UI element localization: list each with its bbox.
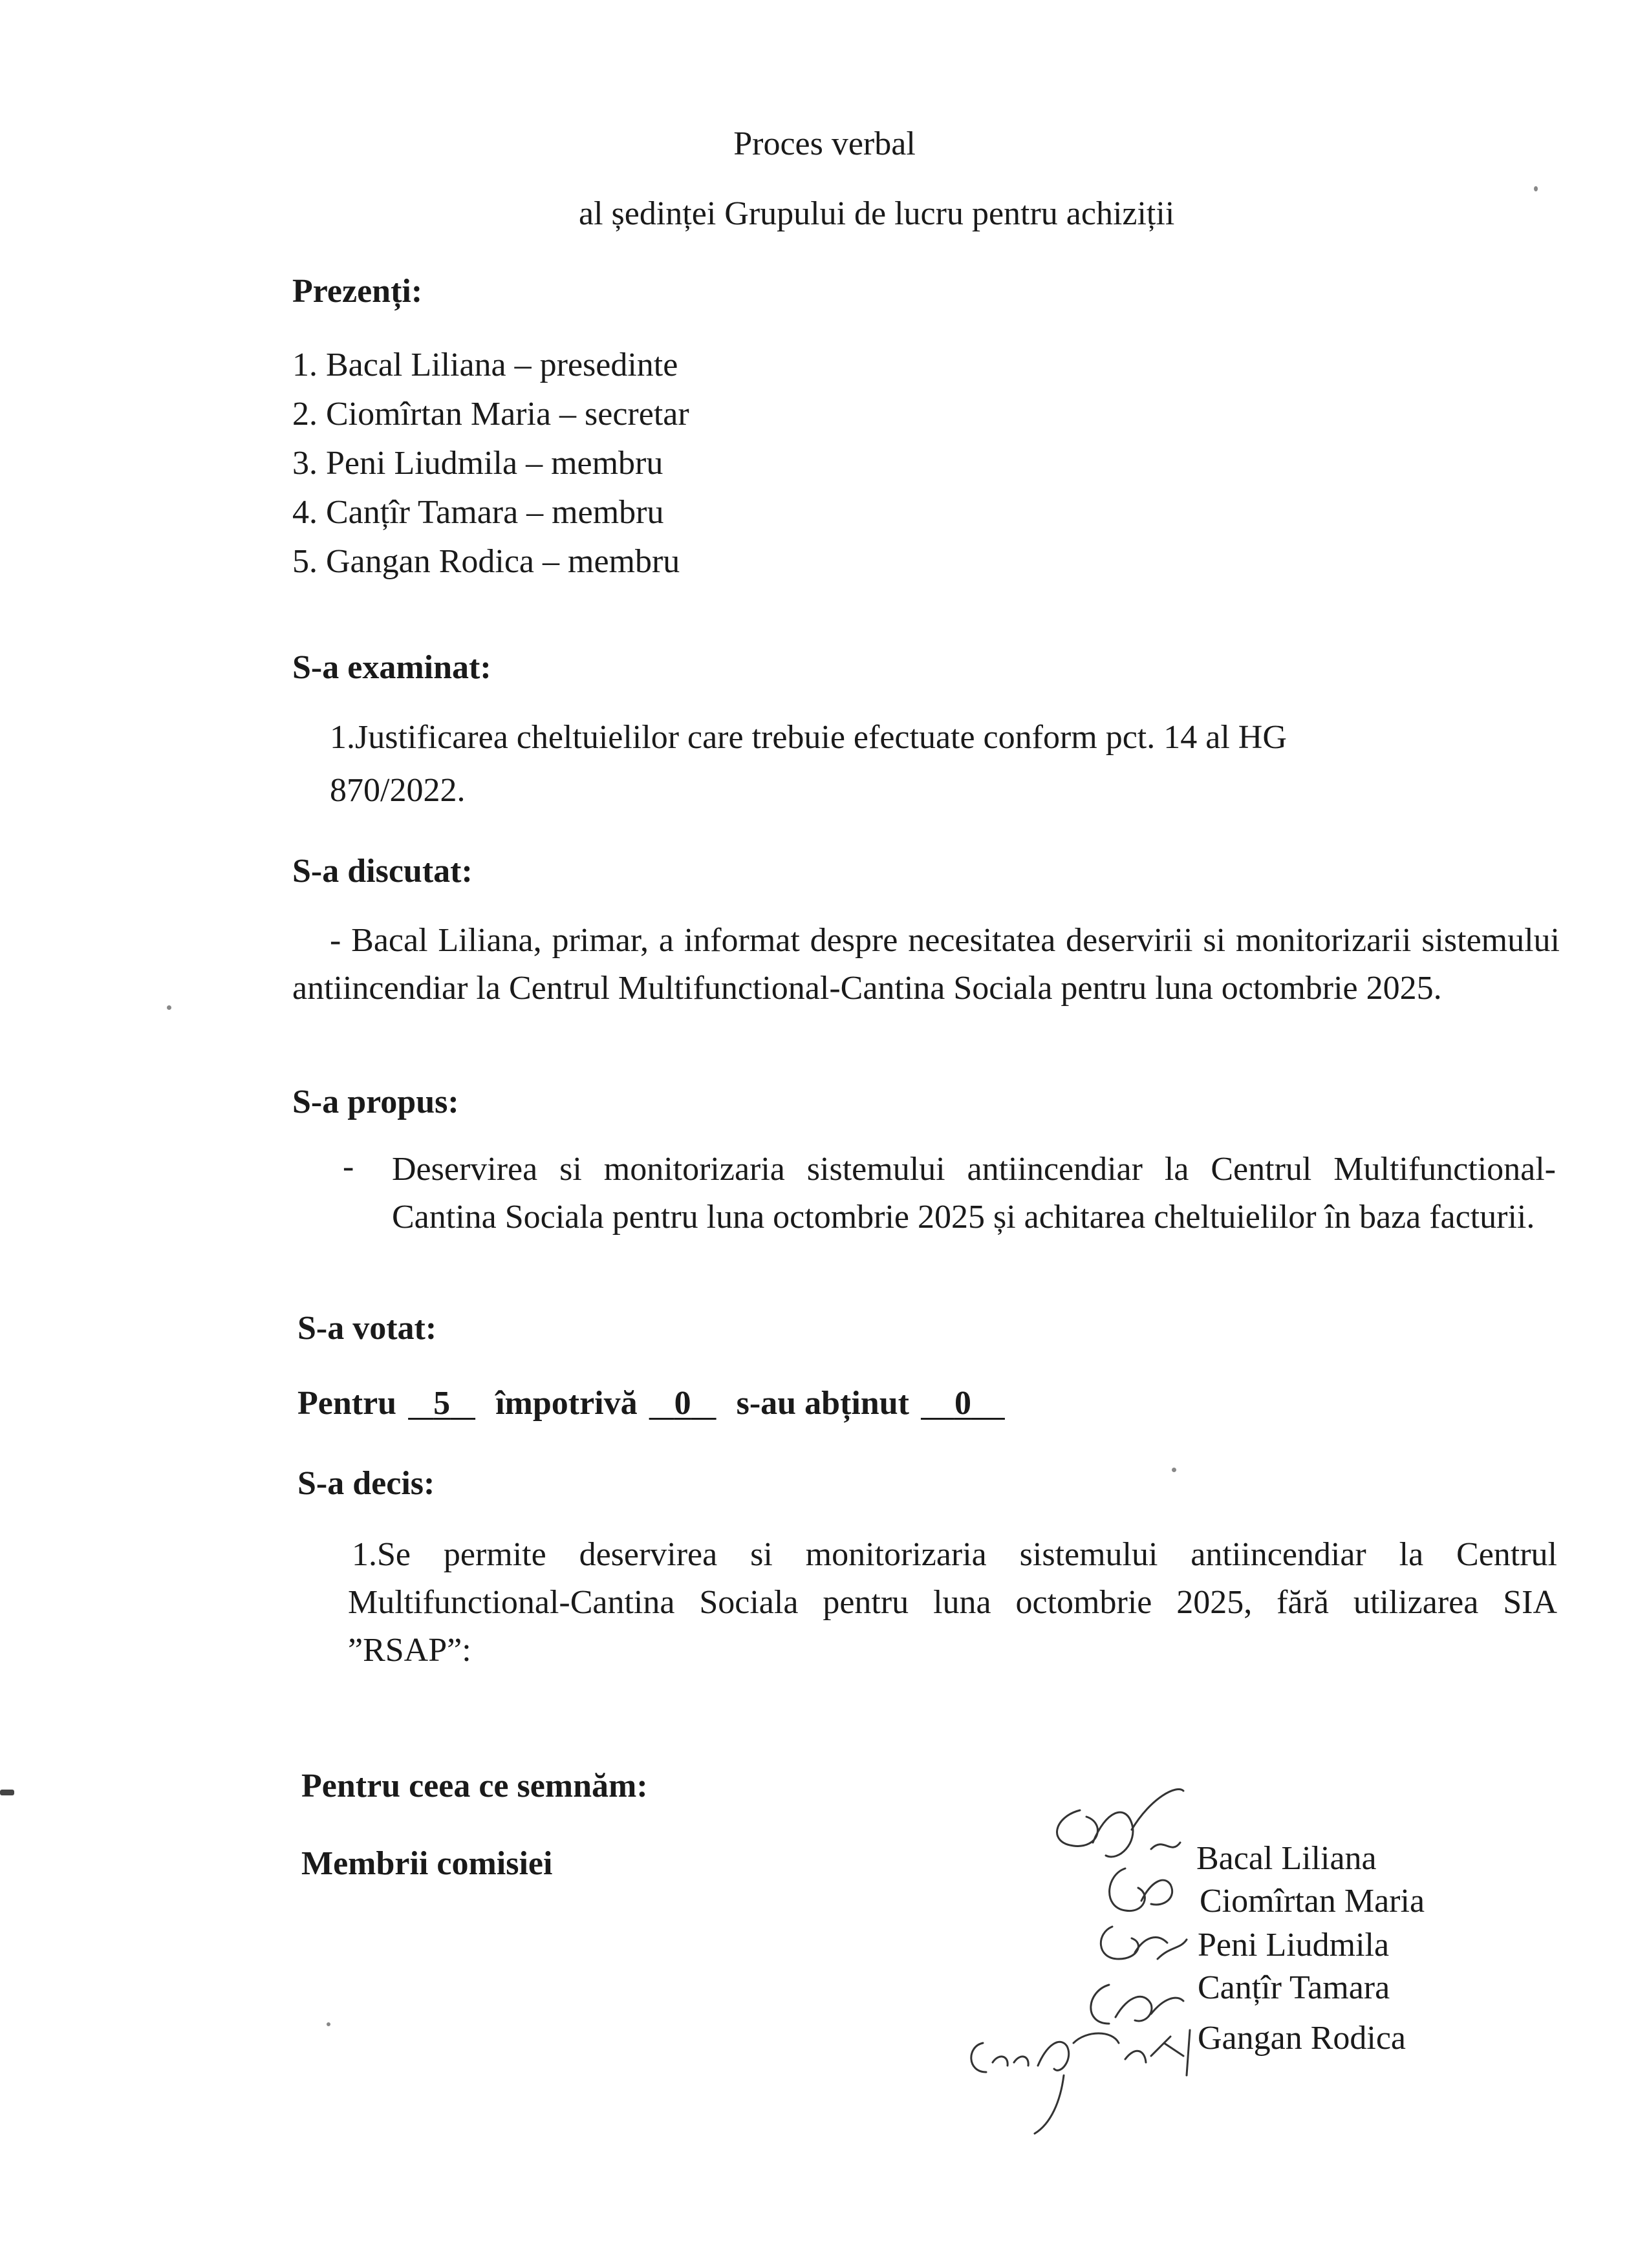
vote-for-value: 5 [433, 1385, 451, 1422]
document-subtitle: al ședinței Grupului de lucru pentru achiziții [579, 195, 1175, 232]
signatures-heading: Pentru ceea ce semnăm: [301, 1768, 648, 1804]
examined-line-2: 870/2022. [330, 772, 466, 809]
vote-abstained-value: 0 [954, 1385, 971, 1422]
decided-text: 1.Se permite deservirea si monitorizaria sistemului antiincendiar la Centrul Multifunctional-Cantina Sociala pentru luna octombrie 2025, fără utilizarea SIA ”RSAP”: [348, 1536, 1557, 1669]
vote-against-label: împotrivă [495, 1385, 638, 1422]
decided-heading: S-a decis: [297, 1465, 435, 1502]
member-item: 1. Bacal Liliana – presedinte [292, 347, 678, 383]
proposed-heading: S-a propus: [292, 1084, 459, 1120]
member-item: 3. Peni Liudmila – membru [292, 445, 663, 482]
discussed-heading: S-a discutat: [292, 853, 473, 890]
member-item: 4. Canțîr Tamara – membru [292, 494, 664, 531]
scan-speck [327, 2022, 330, 2026]
voted-heading: S-a votat: [297, 1310, 437, 1347]
scan-speck [1534, 186, 1538, 191]
vote-for-label: Pentru [297, 1385, 397, 1422]
proposed-bullet: - [343, 1148, 354, 1185]
handwritten-signatures [957, 1771, 1248, 2172]
signatory-name: Canțîr Tamara [1198, 1969, 1390, 2006]
vote-line [297, 1382, 1017, 1424]
committee-label: Membrii comisiei [301, 1845, 553, 1882]
member-item: 2. Ciomîrtan Maria – secretar [292, 396, 689, 433]
signatory-name: Gangan Rodica [1198, 2020, 1406, 2057]
signatory-name: Bacal Liliana [1196, 1840, 1377, 1877]
signatory-name: Peni Liudmila [1198, 1927, 1390, 1963]
examined-line-1: 1.Justificarea cheltuielilor care trebuie efectuate conform pct. 14 al HG [330, 719, 1287, 756]
examined-heading: S-a examinat: [292, 649, 491, 686]
proposed-text: Deservirea si monitorizaria sistemului antiincendiar la Centrul Multifunctional-Cantina Sociala pentru luna octombrie 2025 și achitarea cheltuielilor în baza facturii. [392, 1151, 1556, 1236]
signatory-name: Ciomîrtan Maria [1200, 1883, 1425, 1920]
scan-speck [167, 1005, 171, 1010]
scan-speck [0, 1790, 14, 1795]
vote-abstained-label: s-au abținut [736, 1385, 909, 1422]
document-title: Proces verbal [733, 125, 916, 162]
scan-speck [1172, 1468, 1176, 1472]
present-heading: Prezenți: [292, 273, 423, 310]
vote-against-value: 0 [674, 1385, 691, 1422]
discussed-text: - Bacal Liliana, primar, a informat despre necesitatea deservirii si monitorizarii sistemului antiincendiar la Centrul Multifunctional-Cantina Sociala pentru luna octombrie 2025. [292, 922, 1560, 1007]
member-item: 5. Gangan Rodica – membru [292, 543, 680, 580]
